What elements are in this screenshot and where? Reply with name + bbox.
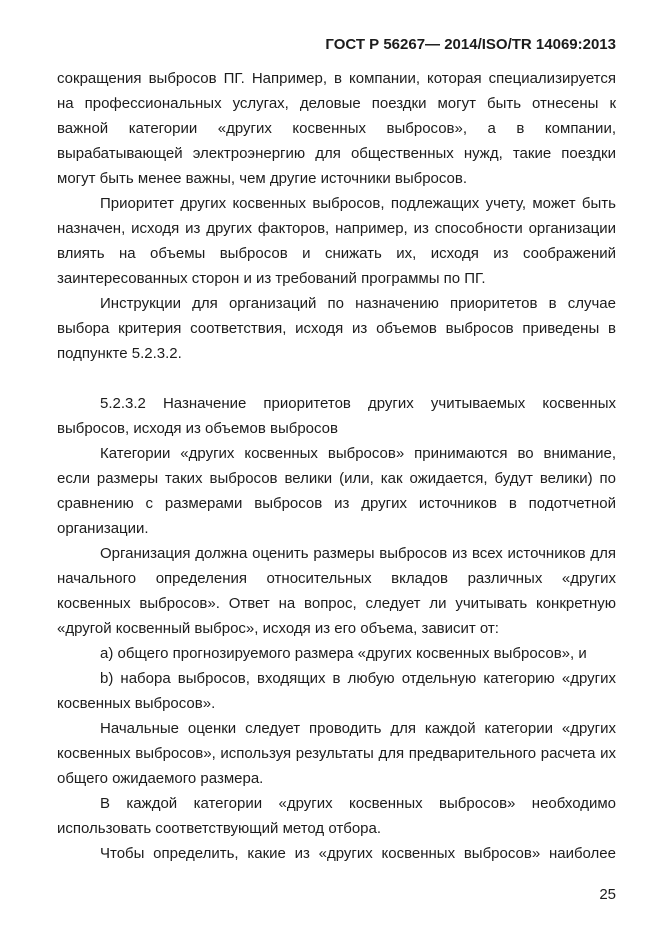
paragraph: В каждой категории «других косвенных выбросов» необходимо использовать соответствующий метод отбора.	[57, 795, 616, 837]
paragraph: Приоритет других косвенных выбросов, подлежащих учету, может быть назначен, исходя из других факторов, например, из способности организации влиять на объемы выбросов и снижать их, исходя из соображений заинтересованных сторон и из требований программы по ПГ.	[57, 195, 616, 287]
page-body	[57, 66, 616, 866]
paragraph: Начальные оценки следует проводить для каждой категории «других косвенных выбросов», используя результаты для предварительного расчета их общего ожидаемого размера.	[57, 720, 616, 787]
list-item-b: b) набора выбросов, входящих в любую отдельную категорию «других косвенных выбросов».	[57, 670, 616, 712]
list-item-a: a) общего прогнозируемого размера «других косвенных выбросов», и	[100, 645, 587, 662]
paragraph-continuation: сокращения выбросов ПГ. Например, в компании, которая специализируется на профессиональных услугах, деловые поездки могут быть отнесены к важной категории «других косвенных выбросов», а в компании, вырабатывающей электроэнергию для общественных нужд, такие поездки могут быть менее важны, чем другие источники выбросов.	[57, 70, 616, 187]
section-heading: 5.2.3.2 Назначение приоритетов других учитываемых косвенных выбросов, исходя из объемов выбросов	[57, 395, 616, 437]
paragraph: Инструкции для организаций по назначению приоритетов в случае выбора критерия соответствия, исходя из объемов выбросов приведены в подпункте 5.2.3.2.	[57, 295, 616, 362]
paragraph: Организация должна оценить размеры выбросов из всех источников для начального определения относительных вкладов различных «других косвенных выбросов». Ответ на вопрос, следует ли учитывать конкретную «другой косвенный выброс», исходя из его объема, зависит от:	[57, 545, 616, 637]
paragraph: Категории «других косвенных выбросов» принимаются во внимание, если размеры таких выбросов велики (или, как ожидается, будут велики) по сравнению с размерами выбросов из других источников в подотчетной организации.	[57, 445, 616, 537]
paragraph-continues-next-page: Чтобы определить, какие из «других косвенных выбросов» наиболее	[100, 845, 616, 862]
page-number: 25	[599, 886, 616, 903]
running-header: ГОСТ Р 56267— 2014/ISO/TR 14069:2013	[325, 36, 616, 53]
